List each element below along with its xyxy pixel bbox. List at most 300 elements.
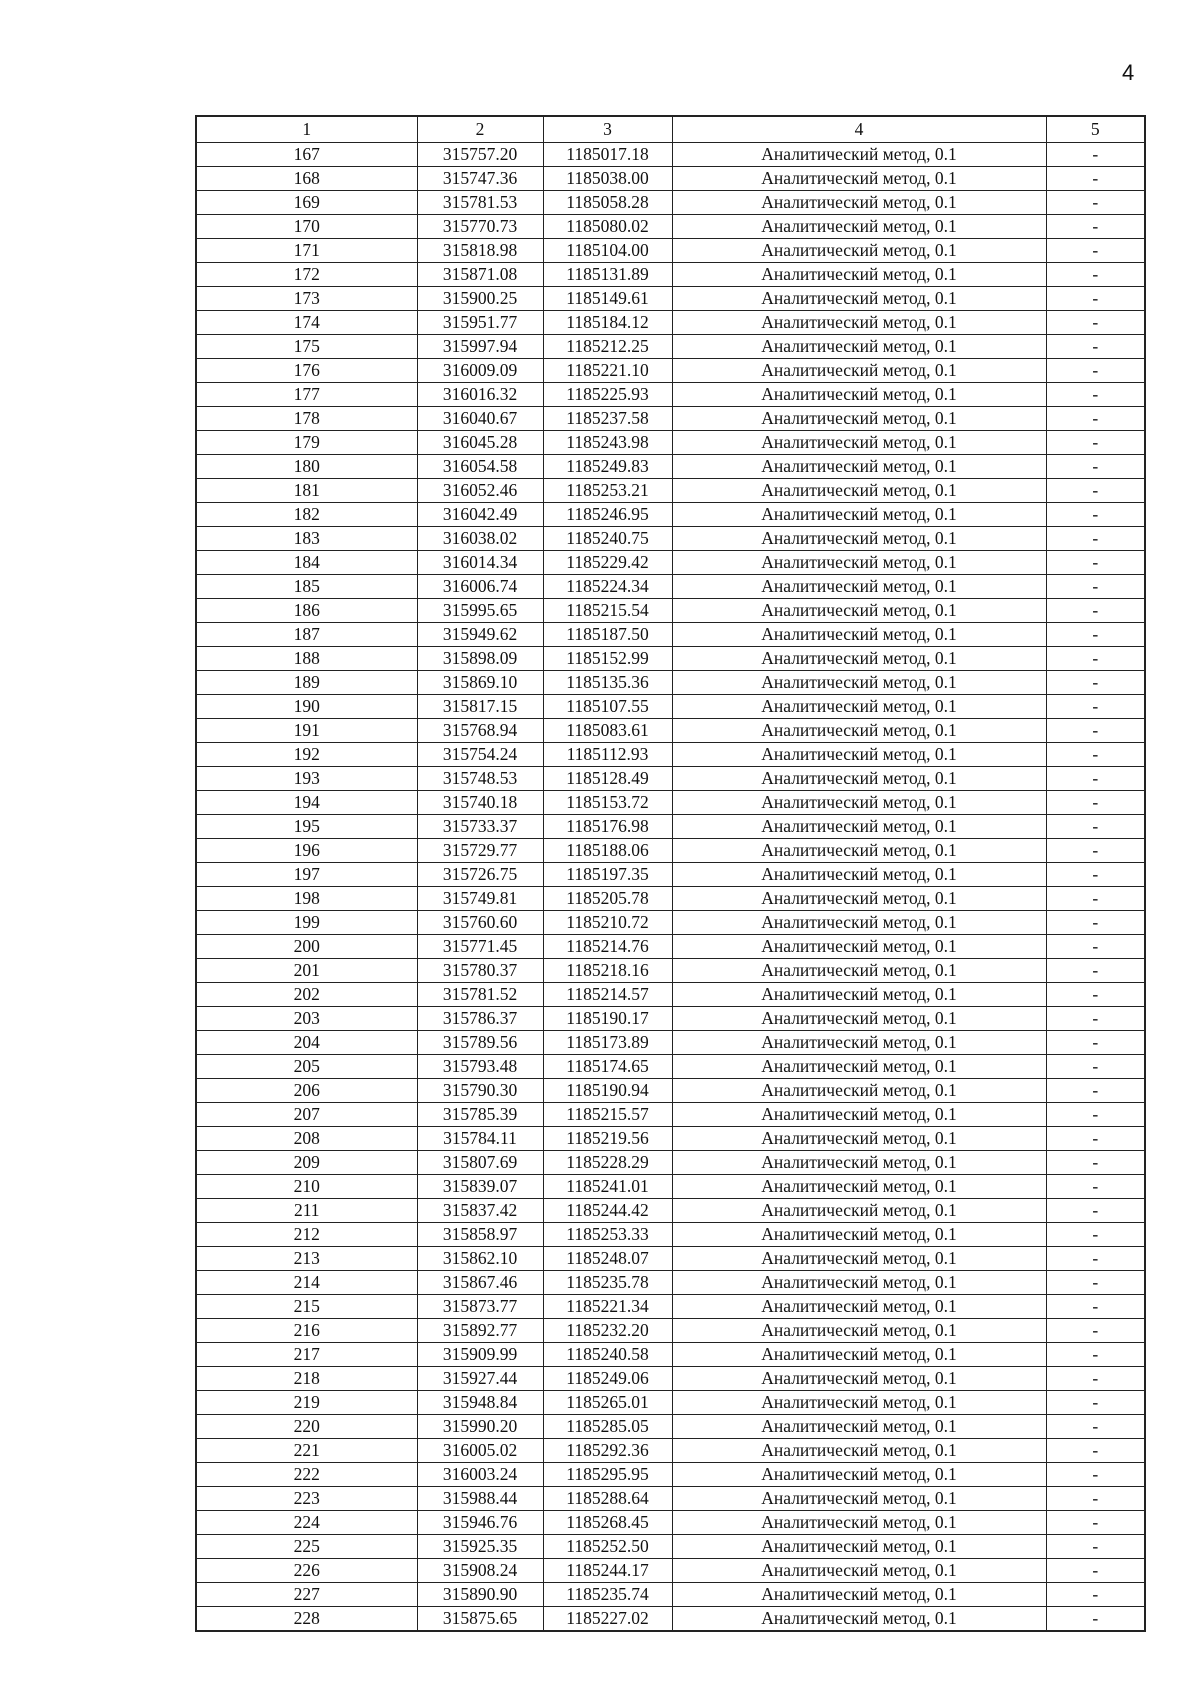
note-cell: - [1046, 479, 1145, 503]
note-cell: - [1046, 935, 1145, 959]
note-cell: - [1046, 1295, 1145, 1319]
method-cell: Аналитический метод, 0.1 [672, 1607, 1046, 1632]
table-row [196, 551, 1145, 575]
y-coordinate-cell: 1185149.61 [543, 287, 672, 311]
header-cell-5: 5 [1046, 116, 1145, 143]
y-coordinate-cell: 1185235.74 [543, 1583, 672, 1607]
x-coordinate-cell: 315807.69 [417, 1151, 543, 1175]
table-row [196, 1487, 1145, 1511]
y-coordinate-cell: 1185249.83 [543, 455, 672, 479]
point-number-cell: 203 [196, 1007, 417, 1031]
y-coordinate-cell: 1185232.20 [543, 1319, 672, 1343]
table-row [196, 1607, 1145, 1632]
method-cell: Аналитический метод, 0.1 [672, 1247, 1046, 1271]
table-row [196, 1175, 1145, 1199]
table-row [196, 287, 1145, 311]
x-coordinate-cell: 315747.36 [417, 167, 543, 191]
note-cell: - [1046, 1559, 1145, 1583]
y-coordinate-cell: 1185173.89 [543, 1031, 672, 1055]
table-row [196, 407, 1145, 431]
x-coordinate-cell: 315869.10 [417, 671, 543, 695]
note-cell: - [1046, 839, 1145, 863]
point-number-cell: 168 [196, 167, 417, 191]
point-number-cell: 208 [196, 1127, 417, 1151]
x-coordinate-cell: 315726.75 [417, 863, 543, 887]
note-cell: - [1046, 215, 1145, 239]
point-number-cell: 215 [196, 1295, 417, 1319]
y-coordinate-cell: 1185237.58 [543, 407, 672, 431]
method-cell: Аналитический метод, 0.1 [672, 1319, 1046, 1343]
table-row [196, 1295, 1145, 1319]
method-cell: Аналитический метод, 0.1 [672, 527, 1046, 551]
point-number-cell: 176 [196, 359, 417, 383]
table-row [196, 911, 1145, 935]
y-coordinate-cell: 1185107.55 [543, 695, 672, 719]
note-cell: - [1046, 1247, 1145, 1271]
method-cell: Аналитический метод, 0.1 [672, 1151, 1046, 1175]
page-number: 4 [1122, 60, 1135, 85]
point-number-cell: 189 [196, 671, 417, 695]
table-row [196, 1079, 1145, 1103]
x-coordinate-cell: 315909.99 [417, 1343, 543, 1367]
y-coordinate-cell: 1185244.17 [543, 1559, 672, 1583]
x-coordinate-cell: 316014.34 [417, 551, 543, 575]
method-cell: Аналитический метод, 0.1 [672, 335, 1046, 359]
table-row [196, 791, 1145, 815]
method-cell: Аналитический метод, 0.1 [672, 1439, 1046, 1463]
note-cell: - [1046, 167, 1145, 191]
method-cell: Аналитический метод, 0.1 [672, 1103, 1046, 1127]
method-cell: Аналитический метод, 0.1 [672, 839, 1046, 863]
note-cell: - [1046, 1199, 1145, 1223]
note-cell: - [1046, 503, 1145, 527]
note-cell: - [1046, 887, 1145, 911]
y-coordinate-cell: 1185292.36 [543, 1439, 672, 1463]
point-number-cell: 217 [196, 1343, 417, 1367]
y-coordinate-cell: 1185295.95 [543, 1463, 672, 1487]
point-number-cell: 187 [196, 623, 417, 647]
note-cell: - [1046, 1391, 1145, 1415]
method-cell: Аналитический метод, 0.1 [672, 1463, 1046, 1487]
note-cell: - [1046, 1439, 1145, 1463]
table-row [196, 935, 1145, 959]
y-coordinate-cell: 1185253.33 [543, 1223, 672, 1247]
note-cell: - [1046, 1583, 1145, 1607]
note-cell: - [1046, 383, 1145, 407]
note-cell: - [1046, 767, 1145, 791]
method-cell: Аналитический метод, 0.1 [672, 743, 1046, 767]
point-number-cell: 210 [196, 1175, 417, 1199]
point-number-cell: 213 [196, 1247, 417, 1271]
table-row [196, 647, 1145, 671]
y-coordinate-cell: 1185131.89 [543, 263, 672, 287]
table-row [196, 1271, 1145, 1295]
point-number-cell: 212 [196, 1223, 417, 1247]
note-cell: - [1046, 1367, 1145, 1391]
point-number-cell: 171 [196, 239, 417, 263]
x-coordinate-cell: 315785.39 [417, 1103, 543, 1127]
y-coordinate-cell: 1185083.61 [543, 719, 672, 743]
point-number-cell: 227 [196, 1583, 417, 1607]
method-cell: Аналитический метод, 0.1 [672, 479, 1046, 503]
point-number-cell: 223 [196, 1487, 417, 1511]
point-number-cell: 201 [196, 959, 417, 983]
method-cell: Аналитический метод, 0.1 [672, 1031, 1046, 1055]
method-cell: Аналитический метод, 0.1 [672, 239, 1046, 263]
header-cell-1: 1 [196, 116, 417, 143]
note-cell: - [1046, 1079, 1145, 1103]
point-number-cell: 192 [196, 743, 417, 767]
point-number-cell: 207 [196, 1103, 417, 1127]
point-number-cell: 169 [196, 191, 417, 215]
y-coordinate-cell: 1185244.42 [543, 1199, 672, 1223]
table-row [196, 1559, 1145, 1583]
x-coordinate-cell: 315760.60 [417, 911, 543, 935]
y-coordinate-cell: 1185135.36 [543, 671, 672, 695]
note-cell: - [1046, 191, 1145, 215]
point-number-cell: 219 [196, 1391, 417, 1415]
x-coordinate-cell: 316038.02 [417, 527, 543, 551]
table-row [196, 1319, 1145, 1343]
note-cell: - [1046, 1487, 1145, 1511]
x-coordinate-cell: 315748.53 [417, 767, 543, 791]
y-coordinate-cell: 1185187.50 [543, 623, 672, 647]
point-number-cell: 221 [196, 1439, 417, 1463]
coordinates-table [195, 115, 1146, 1632]
point-number-cell: 200 [196, 935, 417, 959]
table-row [196, 1199, 1145, 1223]
x-coordinate-cell: 315951.77 [417, 311, 543, 335]
table-row [196, 863, 1145, 887]
method-cell: Аналитический метод, 0.1 [672, 551, 1046, 575]
y-coordinate-cell: 1185252.50 [543, 1535, 672, 1559]
x-coordinate-cell: 315733.37 [417, 815, 543, 839]
method-cell: Аналитический метод, 0.1 [672, 983, 1046, 1007]
table-row [196, 1127, 1145, 1151]
table-row [196, 359, 1145, 383]
table-row [196, 767, 1145, 791]
note-cell: - [1046, 623, 1145, 647]
y-coordinate-cell: 1185243.98 [543, 431, 672, 455]
method-cell: Аналитический метод, 0.1 [672, 695, 1046, 719]
y-coordinate-cell: 1185229.42 [543, 551, 672, 575]
method-cell: Аналитический метод, 0.1 [672, 143, 1046, 167]
note-cell: - [1046, 719, 1145, 743]
method-cell: Аналитический метод, 0.1 [672, 1199, 1046, 1223]
point-number-cell: 195 [196, 815, 417, 839]
point-number-cell: 190 [196, 695, 417, 719]
method-cell: Аналитический метод, 0.1 [672, 887, 1046, 911]
table-row [196, 839, 1145, 863]
table-row [196, 335, 1145, 359]
note-cell: - [1046, 1007, 1145, 1031]
method-cell: Аналитический метод, 0.1 [672, 215, 1046, 239]
method-cell: Аналитический метод, 0.1 [672, 1487, 1046, 1511]
table-row [196, 959, 1145, 983]
y-coordinate-cell: 1185104.00 [543, 239, 672, 263]
note-cell: - [1046, 575, 1145, 599]
table-row [196, 527, 1145, 551]
point-number-cell: 211 [196, 1199, 417, 1223]
method-cell: Аналитический метод, 0.1 [672, 1559, 1046, 1583]
point-number-cell: 188 [196, 647, 417, 671]
point-number-cell: 185 [196, 575, 417, 599]
note-cell: - [1046, 1607, 1145, 1632]
x-coordinate-cell: 315867.46 [417, 1271, 543, 1295]
note-cell: - [1046, 983, 1145, 1007]
table-row [196, 719, 1145, 743]
x-coordinate-cell: 315892.77 [417, 1319, 543, 1343]
note-cell: - [1046, 1343, 1145, 1367]
point-number-cell: 174 [196, 311, 417, 335]
table-row [196, 479, 1145, 503]
x-coordinate-cell: 315740.18 [417, 791, 543, 815]
table-row [196, 1247, 1145, 1271]
point-number-cell: 225 [196, 1535, 417, 1559]
note-cell: - [1046, 287, 1145, 311]
table-row [196, 1415, 1145, 1439]
x-coordinate-cell: 316005.02 [417, 1439, 543, 1463]
y-coordinate-cell: 1185215.54 [543, 599, 672, 623]
x-coordinate-cell: 315770.73 [417, 215, 543, 239]
point-number-cell: 196 [196, 839, 417, 863]
x-coordinate-cell: 315949.62 [417, 623, 543, 647]
x-coordinate-cell: 316054.58 [417, 455, 543, 479]
note-cell: - [1046, 455, 1145, 479]
point-number-cell: 205 [196, 1055, 417, 1079]
x-coordinate-cell: 316016.32 [417, 383, 543, 407]
note-cell: - [1046, 815, 1145, 839]
table-row [196, 1151, 1145, 1175]
y-coordinate-cell: 1185221.10 [543, 359, 672, 383]
method-cell: Аналитический метод, 0.1 [672, 935, 1046, 959]
point-number-cell: 222 [196, 1463, 417, 1487]
method-cell: Аналитический метод, 0.1 [672, 815, 1046, 839]
x-coordinate-cell: 315871.08 [417, 263, 543, 287]
y-coordinate-cell: 1185174.65 [543, 1055, 672, 1079]
note-cell: - [1046, 959, 1145, 983]
x-coordinate-cell: 315995.65 [417, 599, 543, 623]
y-coordinate-cell: 1185246.95 [543, 503, 672, 527]
table-row [196, 191, 1145, 215]
table-row [196, 143, 1145, 167]
table-row [196, 1103, 1145, 1127]
point-number-cell: 218 [196, 1367, 417, 1391]
x-coordinate-cell: 316045.28 [417, 431, 543, 455]
x-coordinate-cell: 315997.94 [417, 335, 543, 359]
point-number-cell: 178 [196, 407, 417, 431]
x-coordinate-cell: 315784.11 [417, 1127, 543, 1151]
method-cell: Аналитический метод, 0.1 [672, 671, 1046, 695]
y-coordinate-cell: 1185240.58 [543, 1343, 672, 1367]
y-coordinate-cell: 1185249.06 [543, 1367, 672, 1391]
y-coordinate-cell: 1185265.01 [543, 1391, 672, 1415]
x-coordinate-cell: 315837.42 [417, 1199, 543, 1223]
point-number-cell: 180 [196, 455, 417, 479]
y-coordinate-cell: 1185212.25 [543, 335, 672, 359]
y-coordinate-cell: 1185228.29 [543, 1151, 672, 1175]
y-coordinate-cell: 1185210.72 [543, 911, 672, 935]
y-coordinate-cell: 1185268.45 [543, 1511, 672, 1535]
method-cell: Аналитический метод, 0.1 [672, 359, 1046, 383]
note-cell: - [1046, 863, 1145, 887]
note-cell: - [1046, 551, 1145, 575]
x-coordinate-cell: 315768.94 [417, 719, 543, 743]
method-cell: Аналитический метод, 0.1 [672, 623, 1046, 647]
x-coordinate-cell: 315862.10 [417, 1247, 543, 1271]
method-cell: Аналитический метод, 0.1 [672, 719, 1046, 743]
method-cell: Аналитический метод, 0.1 [672, 407, 1046, 431]
header-cell-2: 2 [417, 116, 543, 143]
table-row [196, 1535, 1145, 1559]
table-row [196, 1583, 1145, 1607]
table-row [196, 815, 1145, 839]
note-cell: - [1046, 335, 1145, 359]
y-coordinate-cell: 1185153.72 [543, 791, 672, 815]
y-coordinate-cell: 1185240.75 [543, 527, 672, 551]
method-cell: Аналитический метод, 0.1 [672, 287, 1046, 311]
x-coordinate-cell: 315757.20 [417, 143, 543, 167]
point-number-cell: 182 [196, 503, 417, 527]
y-coordinate-cell: 1185248.07 [543, 1247, 672, 1271]
header-cell-3: 3 [543, 116, 672, 143]
y-coordinate-cell: 1185188.06 [543, 839, 672, 863]
note-cell: - [1046, 1535, 1145, 1559]
point-number-cell: 204 [196, 1031, 417, 1055]
table-row [196, 575, 1145, 599]
note-cell: - [1046, 311, 1145, 335]
note-cell: - [1046, 143, 1145, 167]
method-cell: Аналитический метод, 0.1 [672, 1271, 1046, 1295]
x-coordinate-cell: 315793.48 [417, 1055, 543, 1079]
table-row [196, 311, 1145, 335]
note-cell: - [1046, 1031, 1145, 1055]
method-cell: Аналитический метод, 0.1 [672, 575, 1046, 599]
note-cell: - [1046, 359, 1145, 383]
x-coordinate-cell: 315858.97 [417, 1223, 543, 1247]
method-cell: Аналитический метод, 0.1 [672, 767, 1046, 791]
method-cell: Аналитический метод, 0.1 [672, 431, 1046, 455]
point-number-cell: 220 [196, 1415, 417, 1439]
note-cell: - [1046, 407, 1145, 431]
table-row [196, 599, 1145, 623]
table-row [196, 1463, 1145, 1487]
note-cell: - [1046, 1271, 1145, 1295]
x-coordinate-cell: 315749.81 [417, 887, 543, 911]
method-cell: Аналитический метод, 0.1 [672, 383, 1046, 407]
note-cell: - [1046, 695, 1145, 719]
point-number-cell: 181 [196, 479, 417, 503]
point-number-cell: 186 [196, 599, 417, 623]
table-row [196, 887, 1145, 911]
method-cell: Аналитический метод, 0.1 [672, 1079, 1046, 1103]
table-body [196, 143, 1145, 1632]
table-row [196, 623, 1145, 647]
note-cell: - [1046, 1103, 1145, 1127]
x-coordinate-cell: 316003.24 [417, 1463, 543, 1487]
x-coordinate-cell: 315790.30 [417, 1079, 543, 1103]
table-row [196, 983, 1145, 1007]
y-coordinate-cell: 1185017.18 [543, 143, 672, 167]
table-row [196, 1439, 1145, 1463]
y-coordinate-cell: 1185218.16 [543, 959, 672, 983]
point-number-cell: 179 [196, 431, 417, 455]
method-cell: Аналитический метод, 0.1 [672, 263, 1046, 287]
x-coordinate-cell: 315927.44 [417, 1367, 543, 1391]
point-number-cell: 175 [196, 335, 417, 359]
x-coordinate-cell: 316042.49 [417, 503, 543, 527]
x-coordinate-cell: 315789.56 [417, 1031, 543, 1055]
table-row [196, 383, 1145, 407]
note-cell: - [1046, 671, 1145, 695]
point-number-cell: 226 [196, 1559, 417, 1583]
x-coordinate-cell: 315771.45 [417, 935, 543, 959]
table-row [196, 263, 1145, 287]
point-number-cell: 183 [196, 527, 417, 551]
x-coordinate-cell: 315817.15 [417, 695, 543, 719]
x-coordinate-cell: 316040.67 [417, 407, 543, 431]
point-number-cell: 209 [196, 1151, 417, 1175]
x-coordinate-cell: 315898.09 [417, 647, 543, 671]
table-row [196, 743, 1145, 767]
table-row [196, 1343, 1145, 1367]
x-coordinate-cell: 316009.09 [417, 359, 543, 383]
table-row [196, 455, 1145, 479]
x-coordinate-cell: 315900.25 [417, 287, 543, 311]
point-number-cell: 199 [196, 911, 417, 935]
y-coordinate-cell: 1185176.98 [543, 815, 672, 839]
header-row [196, 116, 1145, 143]
note-cell: - [1046, 911, 1145, 935]
method-cell: Аналитический метод, 0.1 [672, 911, 1046, 935]
point-number-cell: 172 [196, 263, 417, 287]
table-row [196, 503, 1145, 527]
table-row [196, 1391, 1145, 1415]
table-row [196, 1223, 1145, 1247]
method-cell: Аналитический метод, 0.1 [672, 1127, 1046, 1151]
x-coordinate-cell: 316006.74 [417, 575, 543, 599]
method-cell: Аналитический метод, 0.1 [672, 455, 1046, 479]
y-coordinate-cell: 1185152.99 [543, 647, 672, 671]
note-cell: - [1046, 1151, 1145, 1175]
method-cell: Аналитический метод, 0.1 [672, 599, 1046, 623]
method-cell: Аналитический метод, 0.1 [672, 191, 1046, 215]
method-cell: Аналитический метод, 0.1 [672, 1055, 1046, 1079]
method-cell: Аналитический метод, 0.1 [672, 1535, 1046, 1559]
y-coordinate-cell: 1185288.64 [543, 1487, 672, 1511]
note-cell: - [1046, 599, 1145, 623]
note-cell: - [1046, 791, 1145, 815]
point-number-cell: 214 [196, 1271, 417, 1295]
x-coordinate-cell: 315988.44 [417, 1487, 543, 1511]
header-cell-4: 4 [672, 116, 1046, 143]
x-coordinate-cell: 315839.07 [417, 1175, 543, 1199]
method-cell: Аналитический метод, 0.1 [672, 1391, 1046, 1415]
x-coordinate-cell: 315780.37 [417, 959, 543, 983]
point-number-cell: 193 [196, 767, 417, 791]
x-coordinate-cell: 316052.46 [417, 479, 543, 503]
method-cell: Аналитический метод, 0.1 [672, 1295, 1046, 1319]
method-cell: Аналитический метод, 0.1 [672, 863, 1046, 887]
method-cell: Аналитический метод, 0.1 [672, 1367, 1046, 1391]
y-coordinate-cell: 1185227.02 [543, 1607, 672, 1632]
y-coordinate-cell: 1185190.17 [543, 1007, 672, 1031]
point-number-cell: 194 [196, 791, 417, 815]
x-coordinate-cell: 315729.77 [417, 839, 543, 863]
method-cell: Аналитический метод, 0.1 [672, 1343, 1046, 1367]
x-coordinate-cell: 315925.35 [417, 1535, 543, 1559]
y-coordinate-cell: 1185241.01 [543, 1175, 672, 1199]
